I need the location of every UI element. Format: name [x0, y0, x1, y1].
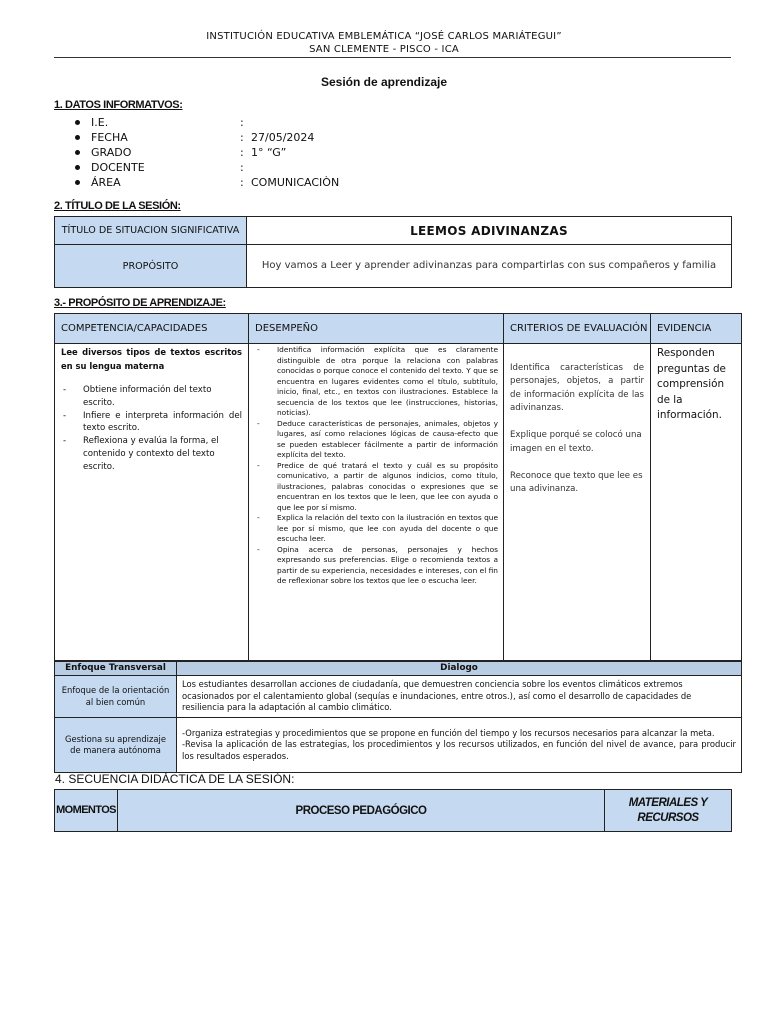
- section-1-heading: 1. DATOS INFORMATVOS:: [54, 99, 183, 111]
- info-label: I.E.: [91, 116, 109, 129]
- title-label-cell: TÍTULO DE SITUACION SIGNIFICATIVA: [55, 217, 247, 245]
- info-colon: :: [240, 176, 244, 189]
- desempeno-item: - Identifica información explícita que es claramente distinguible de otra porque la relaciona con palabras conocidas o porque conoce el contenido del texto. Y que se encuentra en lugares evidentes como el título, subtítulo, inicio, final, etc., en textos con ilustraciones. Establece la secuencia de los textos que lee (instrucciones, historias, noticias).: [255, 345, 498, 419]
- enfoque-table: [54, 661, 742, 773]
- criterio-item: Reconoce que texto que lee es una adivinanza.: [510, 470, 643, 495]
- proceso-header: PROCESO PEDAGÓGICO: [118, 790, 605, 832]
- header-criterios: CRITERIOS DE EVALUACIÓN: [504, 314, 651, 344]
- capacidades-list: [61, 384, 242, 474]
- info-colon: :: [240, 131, 244, 144]
- bullet-icon: [75, 135, 80, 140]
- enfoque-autonomo: Gestiona su aprendizaje de manera autónoma: [55, 718, 177, 773]
- info-value: 1° “G”: [251, 146, 287, 159]
- desempeno-cell: [249, 344, 504, 661]
- info-value: COMUNICACIÒN: [251, 176, 340, 189]
- criterios-cell: [504, 344, 651, 661]
- info-item-area: [75, 175, 340, 190]
- session-title-table: [54, 216, 732, 288]
- info-colon: :: [240, 146, 244, 159]
- info-item-docente: [75, 160, 244, 175]
- session-title: LEEMOS ADIVINANZAS: [247, 217, 732, 245]
- info-item-ie: [75, 115, 244, 130]
- materiales-header: MATERIALES Y RECURSOS: [605, 790, 732, 832]
- header-rule: [54, 57, 731, 58]
- institution-location: SAN CLEMENTE - PISCO - ICA: [309, 44, 459, 55]
- criterio-item: Identifica características de personajes, objetos, a partir de información explícita de las adivinanzas.: [510, 363, 644, 413]
- info-colon: :: [240, 116, 244, 129]
- header-evidencia: EVIDENCIA: [651, 314, 742, 344]
- info-value: 27/05/2024: [251, 131, 315, 144]
- desempeno-item: - Deduce características de personajes, animales, objetos y lugares, así como relaciones lógicas de causa-efecto que se pueden establecer fácilmente a partir de información explícita del texto.: [255, 419, 498, 461]
- competencia-cell: [55, 344, 249, 661]
- capacidad-item: - Infiere e interpreta información del texto escrito.: [61, 410, 242, 436]
- enfoque-bien-comun-text: Los estudiantes desarrollan acciones de ciudadanía, que demuestren conciencia sobre los eventos climáticos extremos ocasionados por el calentamiento global (sequías e inundaciones, entre otros.), así como el desarrollo de capacidades de resiliencia para la adaptación al cambio climático.: [177, 676, 742, 718]
- enfoque-header: Enfoque Transversal: [55, 662, 177, 676]
- dialogo-header: Dialogo: [177, 662, 742, 676]
- section-2-heading: 2. TÍTULO DE LA SESIÓN:: [54, 200, 181, 212]
- purpose-label-cell: PROPÓSITO: [55, 245, 247, 288]
- page-title: Sesión de aprendizaje: [320, 75, 448, 89]
- section-4-heading: 4. SECUENCIA DIDÁCTICA DE LA SESIÓN:: [55, 772, 295, 786]
- desempeno-item: - Opina acerca de personas, personajes y hechos expresando sus preferencias. Elige o recomienda textos a partir de su experiencia, necesidades e intereses, con el fin de reflexionar sobre los textos que lee o escucha leer.: [255, 545, 498, 587]
- enfoque-line: -Organiza estrategias y procedimientos que se propone en función del tiempo y los recursos necesarios para alcanzar la meta.: [182, 727, 715, 738]
- info-item-fecha: [75, 130, 315, 145]
- enfoque-line: -Revisa la aplicación de las estrategias, los procedimientos y los recursos utilizados, en función del nivel de avance, para producir los resultados esperados.: [182, 739, 736, 761]
- header-desempeno: DESEMPEÑO: [249, 314, 504, 344]
- capacidad-item: - Obtiene información del texto escrito.: [61, 384, 242, 410]
- info-item-grado: [75, 145, 287, 160]
- section-3-heading: 3.- PROPÓSITO DE APRENDIZAJE:: [54, 297, 226, 309]
- bullet-icon: [75, 120, 80, 125]
- evidencia-cell: Responden preguntas de comprensión de la información.: [651, 344, 742, 661]
- criterio-item: Explique porqué se colocó una imagen en el texto.: [510, 430, 642, 454]
- bullet-icon: [75, 165, 80, 170]
- enfoque-autonomo-text: [177, 718, 742, 773]
- purpose-text: Hoy vamos a Leer y aprender adivinanzas para compartirlas con sus compañeros y familia: [247, 245, 732, 288]
- bullet-icon: [75, 150, 80, 155]
- learning-purpose-table: [54, 313, 742, 661]
- capacidad-item: - Reflexiona y evalúa la forma, el contenido y contexto del texto escrito.: [61, 435, 242, 474]
- info-colon: :: [240, 161, 244, 174]
- secuencia-table: [54, 789, 732, 832]
- momentos-header: MOMENTOS: [55, 790, 118, 832]
- desempeno-item: - Predice de qué tratará el texto y cuál es su propósito comunicativo, a partir de algunos indicios, como título, ilustraciones, palabras conocidas o expresiones que se encuentran en los textos que le leen, que lee con ayuda o que lee por sí mismo.: [255, 461, 498, 514]
- info-label: GRADO: [91, 146, 132, 159]
- info-label: DOCENTE: [91, 161, 145, 174]
- info-label: FECHA: [91, 131, 128, 144]
- bullet-icon: [75, 180, 80, 185]
- competencia-title: Lee diversos tipos de textos escritos en su lengua materna: [61, 347, 242, 371]
- institution-name: INSTITUCIÓN EDUCATIVA EMBLEMÁTICA “JOSÉ CARLOS MARIÁTEGUI”: [206, 31, 562, 42]
- header-competencia: COMPETENCIA/CAPACIDADES: [55, 314, 249, 344]
- desempeno-item: - Explica la relación del texto con la ilustración en textos que lee por sí mismo, que lee con ayuda del docente o que escucha leer.: [255, 513, 498, 545]
- info-label: ÁREA: [91, 176, 121, 189]
- desempenos-list: [255, 345, 498, 587]
- enfoque-bien-comun: Enfoque de la orientación al bien común: [55, 676, 177, 718]
